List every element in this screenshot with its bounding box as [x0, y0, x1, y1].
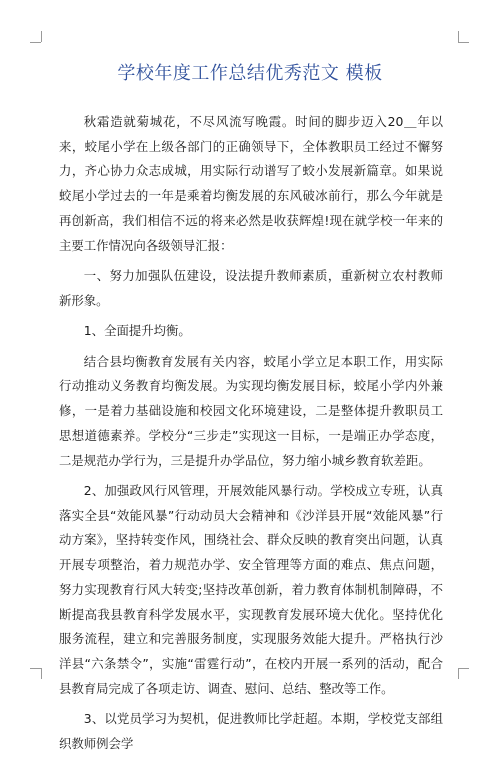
paragraph-section-1-heading: 一、努力加强队伍建设，设法提升教师素质，重新树立农村教师新形象。: [59, 268, 443, 308]
crop-mark-bottom-left-v: [41, 668, 42, 679]
document-title: 学校年度工作总结优秀范文 模板: [117, 63, 383, 84]
paragraph-item-3: 3、以党员学习为契机，促进教师比学赶超。本期，学校党支部组织教师例会学: [59, 711, 443, 751]
document-body: [59, 110, 443, 757]
paragraph-item-2: 2、加强政风行风管理，开展效能风暴行动。学校成立专班，认真落实全县“效能风暴”行动动员大会精神和《沙洋县开展“效能风暴”行动方案》，坚持转变作风，围绕社会、群众反映的教育突出问题，认真开展专项整治，着力规范办学、安全管理等方面的难点、焦点问题，努力实现教育行风大转变;坚持改革创新，着力教育体制机制障碍，不断提高我县教育科学发展水平，实现教育发展环境大优化。坚持优化服务流程，建立和完善服务制度，实现服务效能大提升。严格执行沙洋县“六条禁令”，实施“雷霆行动”，在校内开展一系列的活动，配合县教育局完成了各项走访、调查、慰问、总结、整改等工作。: [59, 483, 443, 696]
crop-mark-bottom-right-v: [458, 668, 459, 679]
crop-mark-top-left-h: [30, 42, 41, 43]
paragraph-item-1-heading: 1、全面提升均衡。: [83, 323, 191, 339]
crop-mark-bottom-right-h: [458, 668, 469, 669]
crop-mark-bottom-left-h: [30, 668, 41, 669]
crop-mark-top-left-v: [41, 31, 42, 42]
crop-mark-top-right-v: [458, 31, 459, 42]
paragraph-item-1-body: 结合县均衡教育发展有关内容，蛟尾小学立足本职工作，用实际行动推动义务教育均衡发展。为实现均衡发展目标，蛟尾小学内外兼修，一是着力基础设施和校园文化环境建设，二是整体提升教职员工思想道德素养。学校分“三步走”实现这一目标，一是端正办学态度，二是规范办学行为，三是提升办学品位，努力缩小城乡教育软差距。: [59, 353, 443, 468]
crop-mark-top-right-h: [458, 42, 469, 43]
paragraph-intro: 秋霜造就菊城花，不尽风流写晚霞。时间的脚步迈入20＿年以来，蛟尾小学在上级各部门的正确领导下，全体教职员工经过不懈努力，齐心协力众志成城，用实际行动谱写了蛟小发展新篇章。如果说蛟尾小学过去的一年是乘着均衡发展的东风破冰前行，那么今年就是再创新高，我们相信不远的将来必然是收获辉煌!现在就学校一年来的主要工作情况向各级领导汇报：: [59, 114, 443, 253]
